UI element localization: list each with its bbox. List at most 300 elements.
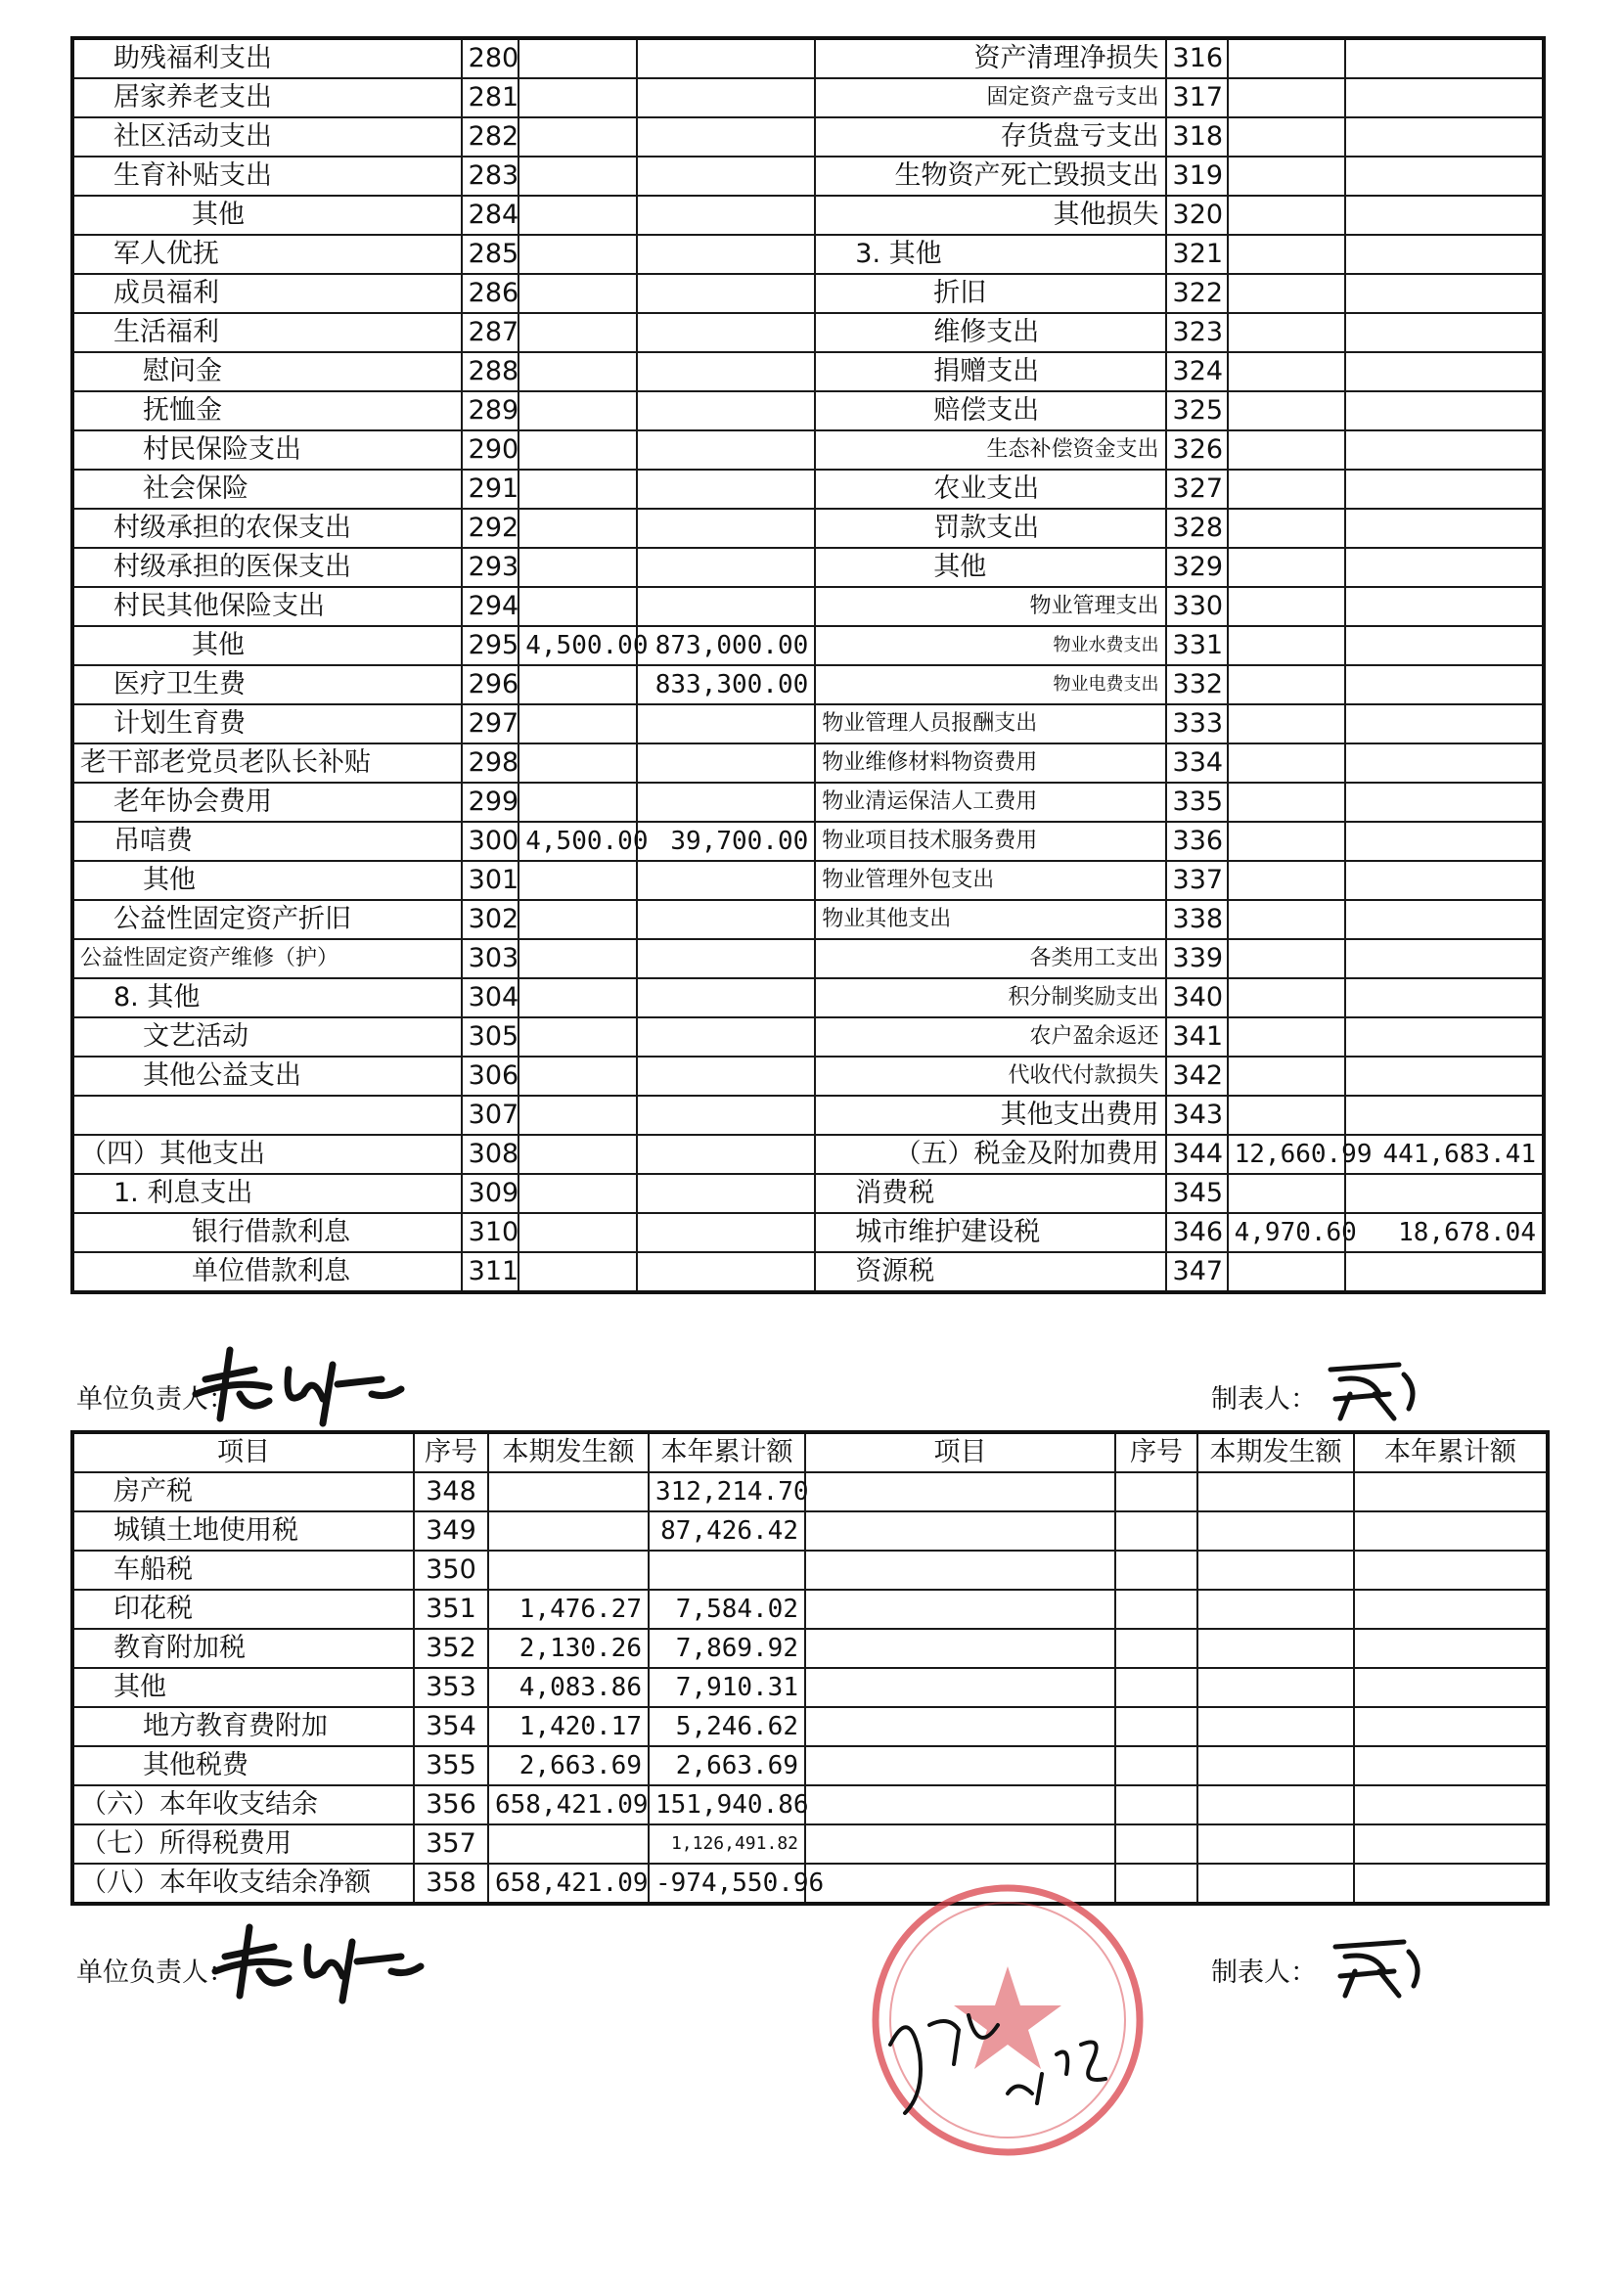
current-amount-cell bbox=[518, 1057, 637, 1096]
table-row bbox=[72, 783, 1544, 822]
current-amount-cell-right bbox=[1228, 587, 1346, 626]
item-cell-right: 赔偿支出 bbox=[815, 391, 1165, 430]
ytd-amount-cell: -974,550.96 bbox=[649, 1864, 805, 1904]
item-cell-right: 各类用工支出 bbox=[815, 939, 1165, 978]
ytd-amount-cell bbox=[637, 587, 816, 626]
table-row bbox=[72, 38, 1544, 78]
ytd-amount-cell bbox=[637, 861, 816, 900]
seq-cell: 311 bbox=[462, 1252, 519, 1292]
current-amount-cell: 658,421.09 bbox=[488, 1864, 649, 1904]
current-amount-cell-right bbox=[1228, 1057, 1346, 1096]
ytd-amount-cell: 7,869.92 bbox=[649, 1629, 805, 1668]
empty-cell bbox=[1197, 1668, 1354, 1707]
seq-cell: 350 bbox=[414, 1551, 488, 1590]
item-cell: 银行借款利息 bbox=[72, 1213, 462, 1252]
preparer-label-2: 制表人： bbox=[1211, 1958, 1317, 1988]
empty-cell bbox=[1354, 1746, 1548, 1785]
ytd-amount-cell-right bbox=[1345, 235, 1544, 274]
ytd-amount-cell bbox=[637, 391, 816, 430]
current-amount-cell bbox=[518, 78, 637, 117]
expense-table-continued bbox=[70, 36, 1546, 1294]
current-amount-cell bbox=[488, 1511, 649, 1551]
item-cell: 其他 bbox=[72, 861, 462, 900]
current-amount-cell bbox=[488, 1824, 649, 1864]
ytd-amount-cell-right bbox=[1345, 548, 1544, 587]
seq-cell: 357 bbox=[414, 1824, 488, 1864]
current-amount-cell bbox=[518, 665, 637, 704]
current-amount-cell bbox=[518, 1135, 637, 1174]
seq-cell: 352 bbox=[414, 1629, 488, 1668]
item-cell: 计划生育费 bbox=[72, 704, 462, 743]
ytd-amount-cell bbox=[637, 470, 816, 509]
item-cell: 1. 利息支出 bbox=[72, 1174, 462, 1213]
item-cell: 公益性固定资产维修（护） bbox=[72, 939, 462, 978]
table-row bbox=[72, 430, 1544, 470]
item-cell-right: 物业其他支出 bbox=[815, 900, 1165, 939]
empty-cell bbox=[805, 1511, 1115, 1551]
ytd-amount-cell-right bbox=[1345, 861, 1544, 900]
ytd-amount-cell bbox=[637, 509, 816, 548]
current-amount-cell-right bbox=[1228, 1252, 1346, 1292]
empty-cell bbox=[805, 1668, 1115, 1707]
empty-cell bbox=[1354, 1668, 1548, 1707]
current-amount-cell bbox=[518, 978, 637, 1017]
empty-cell bbox=[1354, 1707, 1548, 1746]
item-cell bbox=[72, 1096, 462, 1135]
seq-cell: 281 bbox=[462, 78, 519, 117]
seq-cell-right: 339 bbox=[1166, 939, 1228, 978]
seq-cell-right: 340 bbox=[1166, 978, 1228, 1017]
seq-cell-right: 337 bbox=[1166, 861, 1228, 900]
ytd-amount-cell: 312,214.70 bbox=[649, 1472, 805, 1511]
item-cell: 吊唁费 bbox=[72, 822, 462, 861]
current-amount-cell-right bbox=[1228, 978, 1346, 1017]
table-row bbox=[72, 509, 1544, 548]
empty-cell bbox=[1115, 1746, 1197, 1785]
seq-cell-right: 320 bbox=[1166, 196, 1228, 235]
seq-cell-right: 318 bbox=[1166, 117, 1228, 157]
item-cell: 社区活动支出 bbox=[72, 117, 462, 157]
seq-cell-right: 338 bbox=[1166, 900, 1228, 939]
item-cell-right: 物业清运保洁人工费用 bbox=[815, 783, 1165, 822]
empty-cell bbox=[1197, 1629, 1354, 1668]
item-cell: 车船税 bbox=[72, 1551, 414, 1590]
empty-cell bbox=[805, 1707, 1115, 1746]
ytd-amount-cell-right bbox=[1345, 665, 1544, 704]
ytd-amount-cell-right: 441,683.41 bbox=[1345, 1135, 1544, 1174]
item-cell: 房产税 bbox=[72, 1472, 414, 1511]
empty-cell bbox=[1115, 1629, 1197, 1668]
item-cell-right: 折旧 bbox=[815, 274, 1165, 313]
seq-cell: 358 bbox=[414, 1864, 488, 1904]
current-amount-cell-right bbox=[1228, 626, 1346, 665]
seq-cell: 310 bbox=[462, 1213, 519, 1252]
current-amount-cell-right: 12,660.99 bbox=[1228, 1135, 1346, 1174]
current-amount-cell-right bbox=[1228, 196, 1346, 235]
table-row bbox=[72, 1864, 1548, 1904]
ytd-amount-cell: 151,940.86 bbox=[649, 1785, 805, 1824]
current-amount-cell-right bbox=[1228, 78, 1346, 117]
item-cell-right: 资产清理净损失 bbox=[815, 38, 1165, 78]
unit-head-signature bbox=[176, 1340, 411, 1428]
item-cell-right: 城市维护建设税 bbox=[815, 1213, 1165, 1252]
item-cell-right: 其他 bbox=[815, 548, 1165, 587]
seq-cell-right: 335 bbox=[1166, 783, 1228, 822]
item-cell: 地方教育费附加 bbox=[72, 1707, 414, 1746]
ytd-amount-cell-right bbox=[1345, 1252, 1544, 1292]
seq-cell-right: 347 bbox=[1166, 1252, 1228, 1292]
ytd-amount-cell bbox=[637, 352, 816, 391]
item-cell: 印花税 bbox=[72, 1590, 414, 1629]
seq-cell-right: 323 bbox=[1166, 313, 1228, 352]
ytd-amount-cell: 873,000.00 bbox=[637, 626, 816, 665]
ytd-amount-cell-right bbox=[1345, 391, 1544, 430]
ytd-amount-cell bbox=[637, 235, 816, 274]
table-row bbox=[72, 822, 1544, 861]
item-cell: 其他公益支出 bbox=[72, 1057, 462, 1096]
ytd-amount-cell bbox=[637, 1017, 816, 1057]
ytd-amount-cell bbox=[637, 196, 816, 235]
current-amount-cell-right bbox=[1228, 822, 1346, 861]
table-row bbox=[72, 235, 1544, 274]
ytd-amount-cell bbox=[637, 1174, 816, 1213]
item-cell: 生活福利 bbox=[72, 313, 462, 352]
empty-cell bbox=[1115, 1707, 1197, 1746]
seq-cell: 295 bbox=[462, 626, 519, 665]
current-amount-cell-right bbox=[1228, 470, 1346, 509]
ytd-amount-cell bbox=[649, 1551, 805, 1590]
current-amount-cell-right bbox=[1228, 665, 1346, 704]
current-amount-cell-right bbox=[1228, 235, 1346, 274]
seq-cell-right: 341 bbox=[1166, 1017, 1228, 1057]
ytd-amount-cell-right bbox=[1345, 626, 1544, 665]
item-cell: 军人优抚 bbox=[72, 235, 462, 274]
current-amount-cell bbox=[518, 470, 637, 509]
item-cell-right: 维修支出 bbox=[815, 313, 1165, 352]
current-amount-cell bbox=[518, 274, 637, 313]
ytd-amount-cell-right bbox=[1345, 900, 1544, 939]
ytd-amount-cell: 7,584.02 bbox=[649, 1590, 805, 1629]
seq-cell: 307 bbox=[462, 1096, 519, 1135]
col-header-no: 序号 bbox=[414, 1432, 488, 1472]
empty-cell bbox=[805, 1590, 1115, 1629]
table-row bbox=[72, 1511, 1548, 1551]
ytd-amount-cell-right bbox=[1345, 704, 1544, 743]
current-amount-cell-right bbox=[1228, 157, 1346, 196]
item-cell-right: 生物资产死亡毁损支出 bbox=[815, 157, 1165, 196]
current-amount-cell-right bbox=[1228, 313, 1346, 352]
item-cell: 老干部老党员老队长补贴 bbox=[72, 743, 462, 783]
seq-cell: 355 bbox=[414, 1746, 488, 1785]
ytd-amount-cell-right bbox=[1345, 1017, 1544, 1057]
current-amount-cell bbox=[518, 783, 637, 822]
seq-cell-right: 332 bbox=[1166, 665, 1228, 704]
empty-cell bbox=[1115, 1472, 1197, 1511]
table-row bbox=[72, 1252, 1544, 1292]
table-row bbox=[72, 157, 1544, 196]
seq-cell: 282 bbox=[462, 117, 519, 157]
empty-cell bbox=[1115, 1511, 1197, 1551]
seq-cell-right: 346 bbox=[1166, 1213, 1228, 1252]
col-header-item: 项目 bbox=[72, 1432, 414, 1472]
ytd-amount-cell-right bbox=[1345, 470, 1544, 509]
ytd-amount-cell bbox=[637, 78, 816, 117]
item-cell-right: 物业电费支出 bbox=[815, 665, 1165, 704]
current-amount-cell-right bbox=[1228, 743, 1346, 783]
table-row bbox=[72, 1213, 1544, 1252]
table-row bbox=[72, 1135, 1544, 1174]
seq-cell: 348 bbox=[414, 1472, 488, 1511]
ytd-amount-cell-right bbox=[1345, 38, 1544, 78]
empty-cell bbox=[1197, 1785, 1354, 1824]
seq-cell: 280 bbox=[462, 38, 519, 78]
current-amount-cell bbox=[518, 38, 637, 78]
current-amount-cell-right bbox=[1228, 391, 1346, 430]
current-amount-cell-right bbox=[1228, 352, 1346, 391]
ytd-amount-cell-right bbox=[1345, 822, 1544, 861]
table-row bbox=[72, 587, 1544, 626]
empty-cell bbox=[1115, 1785, 1197, 1824]
table-row bbox=[72, 1668, 1548, 1707]
table-row bbox=[72, 313, 1544, 352]
current-amount-cell-right bbox=[1228, 509, 1346, 548]
seq-cell: 304 bbox=[462, 978, 519, 1017]
current-amount-cell: 2,130.26 bbox=[488, 1629, 649, 1668]
seq-cell: 300 bbox=[462, 822, 519, 861]
preparer-signature bbox=[1321, 1355, 1428, 1423]
item-cell-right: 资源税 bbox=[815, 1252, 1165, 1292]
item-cell: 8. 其他 bbox=[72, 978, 462, 1017]
item-cell-right: 生态补偿资金支出 bbox=[815, 430, 1165, 470]
table-row bbox=[72, 1590, 1548, 1629]
current-amount-cell-right: 4,970.60 bbox=[1228, 1213, 1346, 1252]
seq-cell: 354 bbox=[414, 1707, 488, 1746]
empty-cell bbox=[805, 1824, 1115, 1864]
item-cell: 村民保险支出 bbox=[72, 430, 462, 470]
current-amount-cell bbox=[518, 1213, 637, 1252]
item-cell-right: 存货盘亏支出 bbox=[815, 117, 1165, 157]
empty-cell bbox=[805, 1472, 1115, 1511]
empty-cell bbox=[1197, 1824, 1354, 1864]
item-cell: （四）其他支出 bbox=[72, 1135, 462, 1174]
current-amount-cell bbox=[518, 587, 637, 626]
table-row bbox=[72, 1629, 1548, 1668]
seq-cell-right: 330 bbox=[1166, 587, 1228, 626]
item-cell: 村级承担的医保支出 bbox=[72, 548, 462, 587]
current-amount-cell bbox=[518, 391, 637, 430]
item-cell: 其他 bbox=[72, 196, 462, 235]
item-cell-right: 消费税 bbox=[815, 1174, 1165, 1213]
ytd-amount-cell bbox=[637, 1096, 816, 1135]
ytd-amount-cell bbox=[637, 38, 816, 78]
item-cell: 老年协会费用 bbox=[72, 783, 462, 822]
empty-cell bbox=[1197, 1746, 1354, 1785]
ytd-amount-cell-right bbox=[1345, 939, 1544, 978]
ytd-amount-cell bbox=[637, 430, 816, 470]
empty-cell bbox=[1354, 1590, 1548, 1629]
current-amount-cell bbox=[518, 1096, 637, 1135]
current-amount-cell-right bbox=[1228, 783, 1346, 822]
seq-cell-right: 342 bbox=[1166, 1057, 1228, 1096]
current-amount-cell-right bbox=[1228, 704, 1346, 743]
empty-cell bbox=[1197, 1551, 1354, 1590]
current-amount-cell bbox=[488, 1551, 649, 1590]
item-cell-right: 农业支出 bbox=[815, 470, 1165, 509]
ytd-amount-cell: 5,246.62 bbox=[649, 1707, 805, 1746]
ytd-amount-cell bbox=[637, 157, 816, 196]
ytd-amount-cell-right bbox=[1345, 783, 1544, 822]
empty-cell bbox=[805, 1551, 1115, 1590]
ytd-amount-cell-right bbox=[1345, 1096, 1544, 1135]
current-amount-cell bbox=[518, 939, 637, 978]
seq-cell-right: 321 bbox=[1166, 235, 1228, 274]
seq-cell-right: 326 bbox=[1166, 430, 1228, 470]
seq-cell: 287 bbox=[462, 313, 519, 352]
table-row bbox=[72, 352, 1544, 391]
current-amount-cell: 4,500.00 bbox=[518, 822, 637, 861]
item-cell: 生育补贴支出 bbox=[72, 157, 462, 196]
ytd-amount-cell-right bbox=[1345, 352, 1544, 391]
current-amount-cell-right bbox=[1228, 548, 1346, 587]
col-header-current-right: 本期发生额 bbox=[1197, 1432, 1354, 1472]
ytd-amount-cell: 87,426.42 bbox=[649, 1511, 805, 1551]
tax-table bbox=[70, 1430, 1550, 1906]
item-cell-right: （五）税金及附加费用 bbox=[815, 1135, 1165, 1174]
current-amount-cell bbox=[518, 1252, 637, 1292]
item-cell-right: 其他支出费用 bbox=[815, 1096, 1165, 1135]
seq-cell: 290 bbox=[462, 430, 519, 470]
item-cell: （六）本年收支结余 bbox=[72, 1785, 414, 1824]
current-amount-cell: 4,083.86 bbox=[488, 1668, 649, 1707]
empty-cell bbox=[1115, 1824, 1197, 1864]
seq-cell: 301 bbox=[462, 861, 519, 900]
current-amount-cell-right bbox=[1228, 274, 1346, 313]
current-amount-cell: 1,420.17 bbox=[488, 1707, 649, 1746]
empty-cell bbox=[1354, 1824, 1548, 1864]
table-row bbox=[72, 548, 1544, 587]
header-row bbox=[72, 1432, 1548, 1472]
current-amount-cell-right bbox=[1228, 939, 1346, 978]
empty-cell bbox=[1197, 1472, 1354, 1511]
ytd-amount-cell-right bbox=[1345, 743, 1544, 783]
item-cell-right: 物业项目技术服务费用 bbox=[815, 822, 1165, 861]
ytd-amount-cell-right bbox=[1345, 430, 1544, 470]
table-row bbox=[72, 978, 1544, 1017]
ytd-amount-cell bbox=[637, 1057, 816, 1096]
col-header-current: 本期发生额 bbox=[488, 1432, 649, 1472]
ytd-amount-cell-right bbox=[1345, 157, 1544, 196]
item-cell: （七）所得税费用 bbox=[72, 1824, 414, 1864]
current-amount-cell: 2,663.69 bbox=[488, 1746, 649, 1785]
seq-cell: 286 bbox=[462, 274, 519, 313]
ytd-amount-cell bbox=[637, 274, 816, 313]
item-cell: 助残福利支出 bbox=[72, 38, 462, 78]
current-amount-cell bbox=[518, 157, 637, 196]
table-row bbox=[72, 665, 1544, 704]
table-row bbox=[72, 274, 1544, 313]
ytd-amount-cell: 7,910.31 bbox=[649, 1668, 805, 1707]
current-amount-cell bbox=[518, 743, 637, 783]
table-row bbox=[72, 391, 1544, 430]
seq-cell: 292 bbox=[462, 509, 519, 548]
seq-cell-right: 333 bbox=[1166, 704, 1228, 743]
current-amount-cell bbox=[518, 430, 637, 470]
seq-cell-right: 317 bbox=[1166, 78, 1228, 117]
item-cell: 城镇土地使用税 bbox=[72, 1511, 414, 1551]
current-amount-cell-right bbox=[1228, 861, 1346, 900]
table-row bbox=[72, 1057, 1544, 1096]
seq-cell-right: 325 bbox=[1166, 391, 1228, 430]
empty-cell bbox=[1197, 1590, 1354, 1629]
seal-signature-date bbox=[871, 1986, 1125, 2133]
ytd-amount-cell-right bbox=[1345, 196, 1544, 235]
seq-cell: 349 bbox=[414, 1511, 488, 1551]
seq-cell-right: 331 bbox=[1166, 626, 1228, 665]
empty-cell bbox=[1354, 1864, 1548, 1904]
seq-cell-right: 322 bbox=[1166, 274, 1228, 313]
current-amount-cell bbox=[518, 352, 637, 391]
table-row bbox=[72, 626, 1544, 665]
ytd-amount-cell: 2,663.69 bbox=[649, 1746, 805, 1785]
item-cell: 公益性固定资产折旧 bbox=[72, 900, 462, 939]
current-amount-cell bbox=[518, 1174, 637, 1213]
ytd-amount-cell: 1,126,491.82 bbox=[649, 1824, 805, 1864]
col-header-no-right: 序号 bbox=[1115, 1432, 1197, 1472]
table-row bbox=[72, 1174, 1544, 1213]
ytd-amount-cell-right bbox=[1345, 117, 1544, 157]
item-cell: （八）本年收支结余净额 bbox=[72, 1864, 414, 1904]
seq-cell: 351 bbox=[414, 1590, 488, 1629]
empty-cell bbox=[1354, 1629, 1548, 1668]
item-cell: 其他 bbox=[72, 1668, 414, 1707]
seq-cell: 356 bbox=[414, 1785, 488, 1824]
table-row bbox=[72, 196, 1544, 235]
ytd-amount-cell bbox=[637, 1135, 816, 1174]
item-cell-right: 代收代付款损失 bbox=[815, 1057, 1165, 1096]
current-amount-cell bbox=[488, 1472, 649, 1511]
seq-cell-right: 334 bbox=[1166, 743, 1228, 783]
seq-cell: 305 bbox=[462, 1017, 519, 1057]
ytd-amount-cell bbox=[637, 783, 816, 822]
col-header-ytd: 本年累计额 bbox=[649, 1432, 805, 1472]
item-cell-right: 物业管理支出 bbox=[815, 587, 1165, 626]
table-row bbox=[72, 1824, 1548, 1864]
ytd-amount-cell-right bbox=[1345, 313, 1544, 352]
current-amount-cell bbox=[518, 861, 637, 900]
item-cell: 社会保险 bbox=[72, 470, 462, 509]
table-row bbox=[72, 861, 1544, 900]
current-amount-cell-right bbox=[1228, 38, 1346, 78]
seq-cell-right: 319 bbox=[1166, 157, 1228, 196]
ytd-amount-cell bbox=[637, 743, 816, 783]
unit-head-label: 单位负责人： bbox=[76, 1384, 235, 1415]
current-amount-cell bbox=[518, 548, 637, 587]
empty-cell bbox=[805, 1785, 1115, 1824]
empty-cell bbox=[805, 1746, 1115, 1785]
empty-cell bbox=[1354, 1511, 1548, 1551]
seq-cell-right: 328 bbox=[1166, 509, 1228, 548]
current-amount-cell-right bbox=[1228, 1017, 1346, 1057]
seq-cell: 302 bbox=[462, 900, 519, 939]
item-cell-right: 物业水费支出 bbox=[815, 626, 1165, 665]
seq-cell-right: 336 bbox=[1166, 822, 1228, 861]
item-cell-right: 物业管理人员报酬支出 bbox=[815, 704, 1165, 743]
ytd-amount-cell bbox=[637, 704, 816, 743]
empty-cell bbox=[805, 1629, 1115, 1668]
empty-cell bbox=[1354, 1551, 1548, 1590]
seq-cell: 283 bbox=[462, 157, 519, 196]
current-amount-cell bbox=[518, 509, 637, 548]
